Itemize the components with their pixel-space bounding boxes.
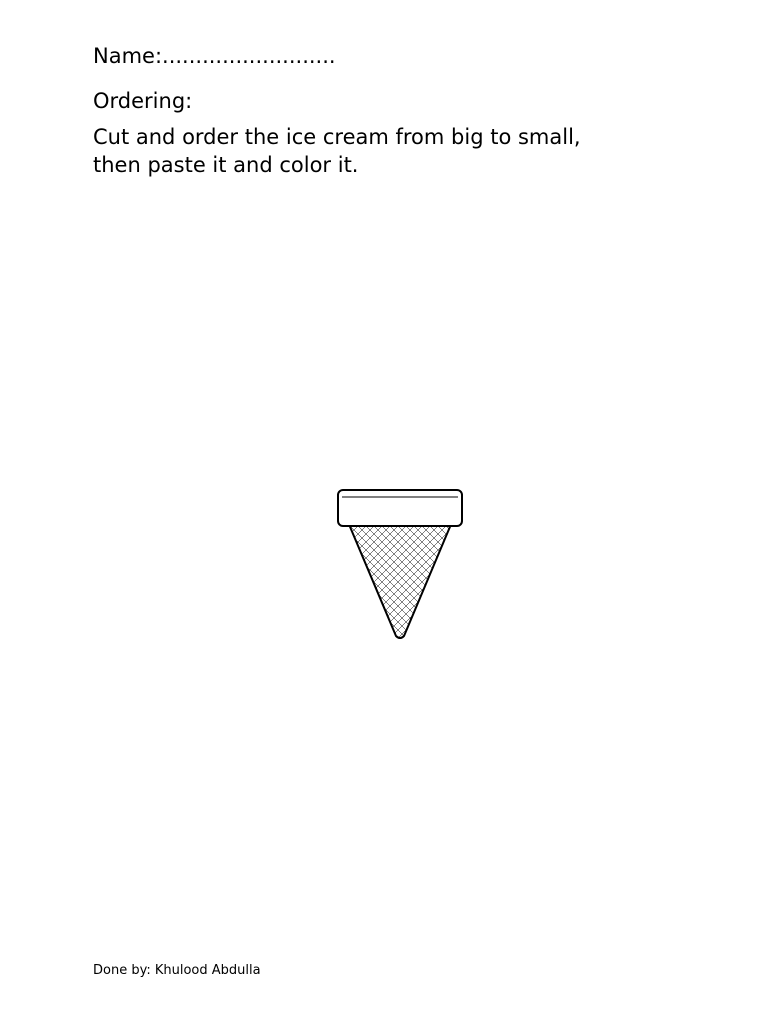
- author-credit: Done by: Khulood Abdulla: [93, 963, 261, 978]
- worksheet-heading: Ordering:: [93, 89, 193, 113]
- ice-cream-cone-icon: [334, 486, 466, 642]
- name-field-label: Name:..........................: [93, 44, 336, 68]
- instructions-line-1: Cut and order the ice cream from big to small,: [93, 125, 581, 149]
- instructions-line-2: then paste it and color it.: [93, 153, 359, 177]
